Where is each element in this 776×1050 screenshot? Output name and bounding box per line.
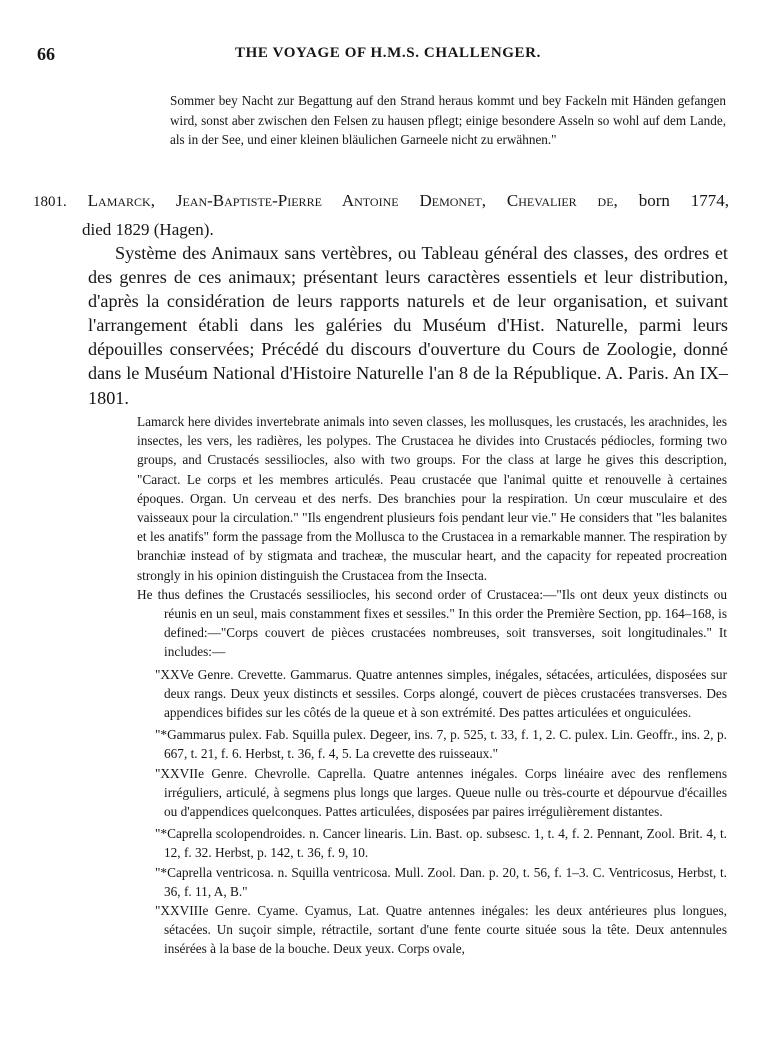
species-caprella-scolopendroides: "*Caprella scolopendroides. n. Cancer linearis. Lin. Bast. op. subsesc. 1, t. 4, f. 2. Pennant, Zool. Brit. 4, t. 12, f. 32. Herbst, p. 142, t. 36, f. 9, 10.	[155, 826, 727, 861]
genus-cyamus: "XXVIIIe Genre. Cyame. Cyamus, Lat. Quatre antennes inégales: les deux antérieures plus longues, sétacées. Un suçoir simple, rétractile, sortant d'une fente courte située sous la tête. Deux antennules insérées à la base de la bouche. Deux yeux. Corps ovale,	[155, 903, 727, 957]
running-title: THE VOYAGE OF H.M.S. CHALLENGER.	[235, 45, 541, 61]
genus-gammarus: "XXVe Genre. Crevette. Gammarus. Quatre antennes simples, inégales, sétacées, articulées, disposées sur deux rangs. Deux yeux distincts et sessiles. Corps alongé, couvert de pièces crustacées transverses. Des appendices bifides sur les côtés de la queue et à son extrémité. Des pattes articulées et onguiculées.	[155, 666, 727, 721]
entry-year: 1801.	[33, 194, 67, 210]
bibliography-entry	[33, 187, 729, 243]
work-title	[88, 241, 728, 410]
entry-heading	[33, 187, 729, 216]
species-gammarus-pulex: "*Gammarus pulex. Fab. Squilla pulex. Degeer, ins. 7, p. 525, t. 33, f. 1, 2. C. pulex. Lin. Geoffr., ins. 2, p. 667, t. 21, f. 6. Herbst, t. 36, f. 4, 5. La crevette des ruisseaux."	[155, 727, 727, 762]
author-name: Lamarck, Jean-Baptiste-Pierre Antoine Demonet, Chevalier de,	[87, 191, 618, 210]
annotation-notes	[137, 412, 727, 959]
work-title-text: Système des Animaux sans vertèbres, ou Tableau général des classes, des ordres et des genres de ces animaux; présentant leurs caractères essentiels et leur distribution, d'après la considération de leurs rapports naturels et de leur organisation, et suivant l'arrangement établi dans les galéries du Muséum d'Hist. Naturelle, parmi leurs dépouilles conservées; Précédé du discours d'ouverture du Cours de Zoologie, donné dans le Muséum National d'Histoire Naturelle l'an 8 de la République. A. Paris. An IX–1801.	[88, 243, 728, 408]
note-paragraph-2: He thus defines the Crustacés sessiliocles, his second order of Crustacea:—"Ils ont deux yeux distincts ou réunis en un seul, mais constamment fixes et sessiles." In this order the Première Section, pp. 164–168, is defined:—"Corps couvert de pièces crustacées nombreuses, soit transverses, soit longitudinales." It includes:—	[137, 586, 727, 660]
running-head	[0, 44, 776, 68]
genus-caprella: "XXVIIe Genre. Chevrolle. Caprella. Quatre antennes inégales. Corps linéaire avec des renflemens irréguliers, articulé, à segmens plus longs que larges. Queue nulle ou très-courte et dépourvue d'écailles ou d'appendices quelconques. Pattes articulées, disposées par paires irrégulièrement distantes.	[155, 765, 727, 820]
author-dates-1: born 1774,	[638, 191, 729, 210]
species-caprella-ventricosa: "*Caprella ventricosa. n. Squilla ventricosa. Mull. Zool. Dan. p. 20, t. 56, f. 1–3. C. Ventricosus, Herbst, t. 36, f. 11, A, B."	[155, 864, 727, 899]
note-paragraph-1: Lamarck here divides invertebrate animals into seven classes, les mollusques, les crustacés, les arachnides, les insectes, les vers, les radières, les polypes. The Crustacea he divides into Crustacés pédiocles, forming two groups, and Crustacés sessiliocles, also with two groups. For the class at large he gives this description, "Caract. Le corps et les membres articulés. Peau crustacée que l'animal quitte et renouvelle à certaines époques. Organ. Un cerveau et des nerfs. Des branchies pour la respiration. Un cœur musculaire et des vaisseaux pour la circulation." "Ils engendrent plusieurs fois pendant leur vie." He considers that "les balanites et les anatifs" form the passage from the Mollusca to the Crustacea in a remarkable manner. The respiration by branchiæ instead of by stigmata and tracheæ, the muscular heart, and the capacity for repeated procreation strongly in his opinion distinguish the Crustacea from the Insecta.	[137, 414, 727, 583]
author-dates-2: died 1829 (Hagen).	[82, 220, 214, 239]
quote-continuation: Sommer bey Nacht zur Begattung auf den Strand heraus kommt und bey Fackeln mit Händen gefangen wird, sonst aber zwischen den Felsen zu hausen pflegt; einige besondere Asseln so wohl auf dem Lande, als in der See, und einer kleinen bläulichen Garneele nicht zu erwähnen."	[170, 93, 726, 147]
page-number: 66	[37, 44, 55, 64]
